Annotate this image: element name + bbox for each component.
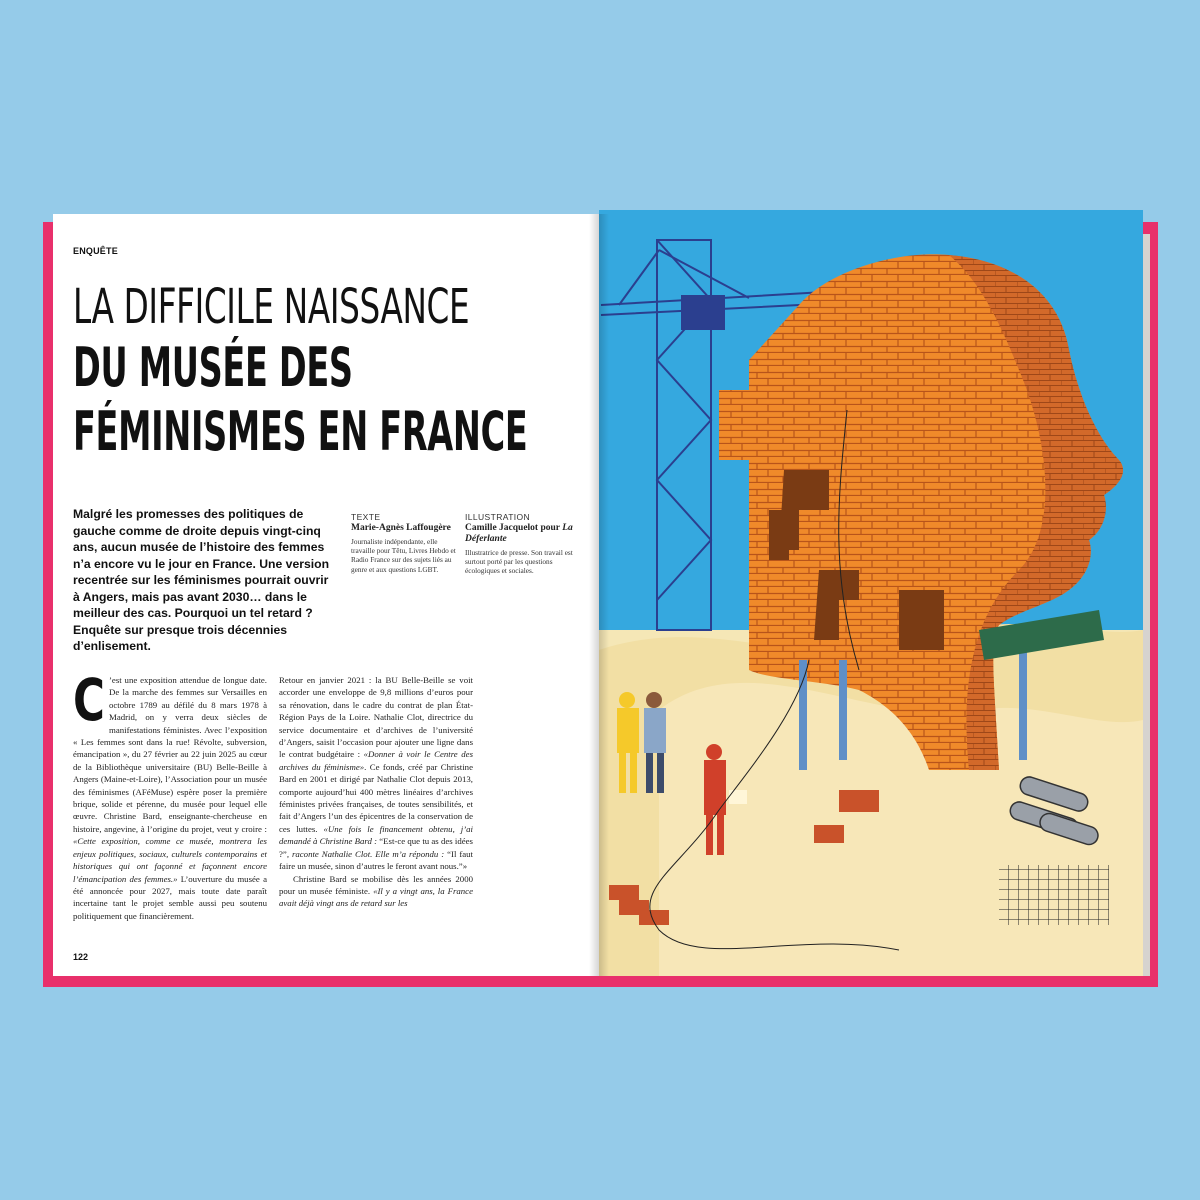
headline-bold-block: [73, 336, 583, 464]
credit-illustration-bio: Illustratrice de presse. Son travail est surtout porté par les questions écologiques et sociales.: [465, 548, 573, 576]
body-text: L’ouverture du musée a été annoncée pour 2027, mais toute date paraît incertaine tant le projet semble aussi peu soutenu politiquement que financièrement.: [73, 873, 267, 921]
page-number: 122: [73, 952, 89, 962]
credit-illustration-name: Camille Jacquelot pour: [465, 523, 563, 533]
headline: [73, 278, 583, 464]
body-column-2: [279, 674, 473, 910]
support-post-right: [1019, 650, 1027, 760]
credit-illustration-author: [465, 523, 575, 545]
credit-text-label: TEXTE: [351, 512, 381, 522]
credit-text-author: Marie-Agnès Laffougère: [351, 523, 451, 533]
support-post-left: [799, 660, 807, 770]
body-quote: «Une fois le financement obtenu, j’ai demandé à Christine Bard :: [279, 823, 474, 847]
credit-text-bio: Journaliste indépendante, elle travaille pour Têtu, Livres Hebdo et Radio France sur des sujets liés au genre et aux questions LGBT.: [351, 537, 456, 574]
credit-text: [351, 512, 461, 574]
support-post-mid: [839, 660, 847, 760]
drop-cap: C: [73, 666, 105, 734]
body-text: . Ce fonds, créé par Christine Bard en 2001 et dirigé par Nathalie Clot depuis 2013, comporte aujourd’hui 400 mètres linéaires d’archives féministes privées françaises, de toutes sensibilités, et fait d’Angers l’un des épicentres de la conservation de ces luttes.: [279, 761, 473, 834]
lede-paragraph: Malgré les promesses des politiques de gauche comme de droite depuis vingt-cinq ans, aucun musée de l’histoire des femmes n’a encore vu le jour en France. Une version recentrée sur les féminismes pourrait ouvrir à Angers, mais pas avant 2030… dans le meilleur des cas. Pourquoi un tel retard ? Enquête sur presque trois décennies d’enlisement.: [73, 507, 330, 653]
body-text: Retour en janvier 2021 : la BU Belle-Beille se voit accorder une enveloppe de 9,8 millions d’euros pour sa rénovation, dans le cadre du contrat de plan État-Région Pays de la Loire. Nathalie Clot, directrice du service documentaire et d’archives de l’université d’Angers, saisit l’occasion pour ajouter une ligne dans le contrat budgétaire :: [279, 675, 473, 760]
crane-cab: [681, 295, 725, 330]
body-text: “Il faut faire un musée, sinon d’autres le feront avant nous.”»: [279, 848, 473, 872]
body-paragraph: [279, 873, 473, 910]
body-column-1: [73, 666, 267, 922]
spread-gutter: [589, 214, 609, 976]
body-text: ’est une exposition attendue de longue date. De la marche des femmes sur Versailles en octobre 1789 au défilé du 8 mars 1978 à Madrid, on y verra deux siècles de manifestations féministes. Avec l’exposition « Les femmes sont dans la rue! Révolte, subversion, émancipation », du 27 février au 22 juin 2025 au cœur de la Bibliothèque universitaire (BU) Belle-Beille à Angers (Maine-et-Loire), l’Association pour un musée des féminismes (AFéMuse) espère poser la première brique, solide et pérenne, du musée pour lequel elle œuvre. Christine Bard, enseignante-chercheuse en histoire, angevine, à l’origine du projet, veut y croire :: [73, 675, 267, 834]
credit-illustration: [465, 512, 575, 576]
body-quote: , raconte Nathalie Clot. Elle m’a répondu :: [286, 848, 448, 859]
body-text: Christine Bard se mobilise dès les années 2000 pour un musée féministe.: [279, 873, 473, 896]
headline-line-2: DU MUSÉE DES: [73, 336, 353, 399]
wire-grid: [999, 865, 1109, 925]
body-quote: «Il y a vingt ans, la France avait déjà vingt ans de retard sur les: [279, 885, 473, 909]
loose-bricks-stack: [719, 390, 799, 460]
magazine-spread: [53, 210, 1143, 980]
illustration-brick-head: [599, 210, 1143, 976]
credit-illustration-publication: La Déferlante: [465, 523, 573, 544]
body-paragraph: [279, 674, 473, 873]
body-text: “Est-ce que tu as des idées ?”: [279, 836, 473, 859]
headline-line-3: FÉMINISMES EN FRANCE: [73, 400, 528, 463]
left-page: [53, 214, 599, 976]
body-quote: «Cette exposition, comme ce musée, montrera les enjeux politiques, sociaux, culturels contemporains et historiques qui ont façonné et façonnent encore l’émancipation des femmes.»: [73, 836, 267, 884]
body-paragraph: [73, 666, 267, 922]
section-label: ENQUÊTE: [73, 246, 118, 256]
body-quote: «Donner à voir le Centre des archives du féminisme»: [279, 749, 474, 772]
credit-illustration-label: ILLUSTRATION: [465, 512, 531, 522]
headline-line-1: LA DIFFICILE NAISSANCE: [73, 279, 470, 335]
carried-box: [729, 790, 747, 804]
right-page-illustration: [599, 210, 1143, 976]
